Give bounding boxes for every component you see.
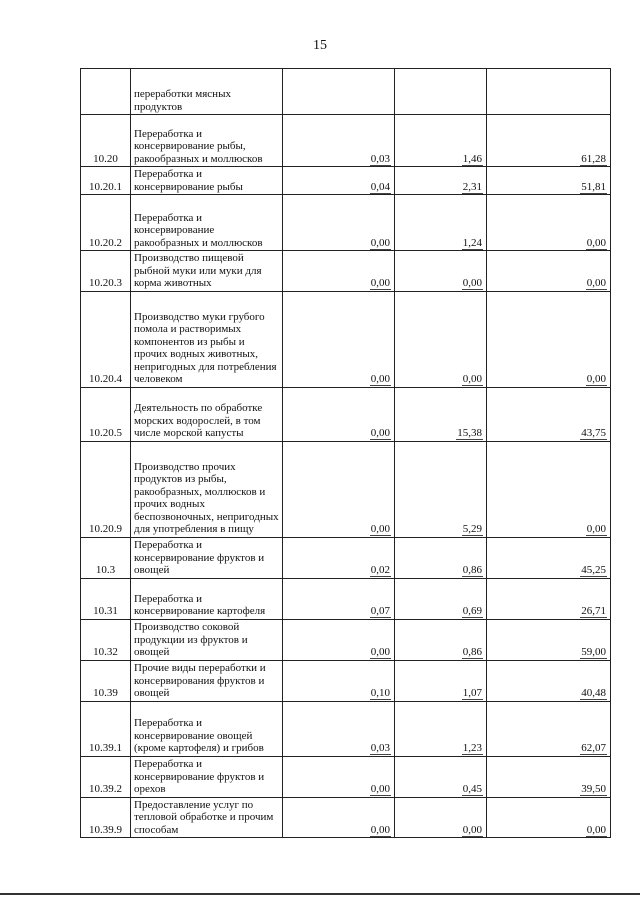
table-row — [81, 701, 611, 756]
row-value-3-text — [605, 101, 607, 113]
row-value-3 — [487, 251, 611, 292]
row-value-1 — [283, 578, 395, 619]
table-row — [81, 441, 611, 537]
row-name: Производство муки грубого помола и растворимых компонентов из рыбы и прочих водных животных, непригодных для потребления человеком — [131, 291, 283, 387]
row-value-2-text: 1,07 — [462, 687, 482, 699]
row-name: Прочие виды переработки и консервирования фруктов и овощей — [131, 660, 283, 701]
row-value-3 — [487, 291, 611, 387]
row-name: Переработка и консервирование фруктов и орехов — [131, 756, 283, 797]
table-row — [81, 387, 611, 441]
row-name: переработки мясных продуктов — [131, 69, 283, 115]
row-value-3-text: 0,00 — [586, 523, 606, 535]
table-row — [81, 251, 611, 292]
row-value-2-text: 2,31 — [462, 180, 482, 193]
row-value-3 — [487, 537, 611, 578]
row-value-3-text: 45,25 — [581, 564, 606, 576]
row-value-2-text: 0,86 — [462, 646, 482, 658]
row-value-1-text — [389, 101, 391, 113]
row-value-3-text: 59,00 — [581, 646, 606, 658]
row-value-1 — [283, 619, 395, 660]
row-value-1-text: 0,00 — [370, 646, 390, 658]
row-code: 10.20.4 — [81, 291, 131, 387]
row-value-2 — [395, 441, 487, 537]
row-value-3 — [487, 756, 611, 797]
row-value-2-text: 1,23 — [462, 742, 482, 754]
row-value-1-text: 0,10 — [370, 687, 390, 699]
row-value-1 — [283, 441, 395, 537]
row-value-3-text: 26,71 — [581, 605, 606, 617]
table-row — [81, 69, 611, 115]
row-code — [81, 69, 131, 115]
row-value-1 — [283, 387, 395, 441]
table-row — [81, 115, 611, 167]
row-name: Переработка и консервирование фруктов и овощей — [131, 537, 283, 578]
table-row — [81, 195, 611, 251]
row-value-3 — [487, 441, 611, 537]
row-value-2-text: 0,00 — [462, 373, 482, 385]
row-value-3-text: 51,81 — [581, 180, 606, 193]
row-value-1 — [283, 251, 395, 292]
row-value-1-text: 0,07 — [370, 605, 390, 617]
row-value-2 — [395, 387, 487, 441]
row-code: 10.32 — [81, 619, 131, 660]
row-name: Предоставление услуг по тепловой обработке и прочим способам — [131, 797, 283, 838]
row-name: Переработка и консервирование картофеля — [131, 578, 283, 619]
row-value-2-text: 0,45 — [462, 783, 482, 795]
row-value-2 — [395, 701, 487, 756]
row-code: 10.39.2 — [81, 756, 131, 797]
row-value-3 — [487, 619, 611, 660]
row-value-3 — [487, 69, 611, 115]
row-value-3 — [487, 167, 611, 195]
row-code: 10.20 — [81, 115, 131, 167]
row-value-1 — [283, 660, 395, 701]
row-value-1 — [283, 701, 395, 756]
scan-bottom-edge — [0, 893, 640, 895]
row-name: Производство прочих продуктов из рыбы, ракообразных, моллюсков и прочих водных беспозвоночных, непригодных для употребления в пищу — [131, 441, 283, 537]
table-row — [81, 291, 611, 387]
row-value-3-text: 0,00 — [586, 236, 606, 249]
row-code: 10.39.1 — [81, 701, 131, 756]
row-value-2 — [395, 660, 487, 701]
page-number: 15 — [313, 38, 327, 53]
row-name: Переработка и консервирование рыбы — [131, 167, 283, 195]
row-name: Производство пищевой рыбной муки или муки для корма животных — [131, 251, 283, 292]
row-value-3-text: 0,00 — [586, 823, 606, 836]
row-value-2 — [395, 69, 487, 115]
row-code: 10.20.1 — [81, 167, 131, 195]
row-value-2 — [395, 619, 487, 660]
row-code: 10.20.2 — [81, 195, 131, 251]
row-value-2-text: 5,29 — [462, 523, 482, 535]
row-code: 10.39 — [81, 660, 131, 701]
row-value-2-text: 15,38 — [457, 427, 482, 439]
row-code: 10.20.5 — [81, 387, 131, 441]
okved-table — [80, 68, 611, 838]
row-value-2-text — [481, 101, 483, 113]
row-value-2-text: 0,69 — [462, 605, 482, 617]
row-value-3-text: 0,00 — [586, 373, 606, 385]
row-value-3-text: 62,07 — [581, 742, 606, 754]
row-value-2 — [395, 251, 487, 292]
row-value-1 — [283, 115, 395, 167]
row-value-2 — [395, 797, 487, 838]
row-code: 10.3 — [81, 537, 131, 578]
table-body — [81, 69, 611, 838]
row-value-1-text: 0,04 — [370, 180, 390, 193]
row-value-2-text: 1,46 — [462, 152, 482, 165]
row-value-2-text: 0,00 — [462, 823, 482, 836]
row-value-3 — [487, 195, 611, 251]
row-value-2 — [395, 578, 487, 619]
row-value-3-text: 39,50 — [581, 783, 606, 795]
row-value-1 — [283, 797, 395, 838]
row-value-2 — [395, 167, 487, 195]
row-value-2 — [395, 756, 487, 797]
row-value-1-text: 0,00 — [370, 236, 390, 249]
row-value-1 — [283, 291, 395, 387]
row-value-1 — [283, 756, 395, 797]
row-value-1 — [283, 69, 395, 115]
row-value-1-text: 0,03 — [370, 152, 390, 165]
row-value-1-text: 0,02 — [370, 564, 390, 576]
row-value-2 — [395, 537, 487, 578]
table-row — [81, 619, 611, 660]
row-value-2-text: 0,00 — [462, 277, 482, 289]
row-value-1 — [283, 195, 395, 251]
row-value-2 — [395, 195, 487, 251]
row-name: Переработка и консервирование рыбы, ракообразных и моллюсков — [131, 115, 283, 167]
row-value-3 — [487, 797, 611, 838]
row-value-3-text: 43,75 — [581, 427, 606, 439]
row-value-2 — [395, 115, 487, 167]
row-value-2 — [395, 291, 487, 387]
row-value-2-text: 1,24 — [462, 236, 482, 249]
row-value-3 — [487, 701, 611, 756]
row-value-2-text: 0,86 — [462, 564, 482, 576]
row-value-1 — [283, 167, 395, 195]
row-value-1-text: 0,00 — [370, 523, 390, 535]
row-code: 10.20.3 — [81, 251, 131, 292]
table-row — [81, 167, 611, 195]
row-code: 10.20.9 — [81, 441, 131, 537]
row-value-3-text: 61,28 — [581, 152, 606, 165]
row-value-1-text: 0,00 — [370, 277, 390, 289]
table-row — [81, 578, 611, 619]
row-code: 10.31 — [81, 578, 131, 619]
table-row — [81, 797, 611, 838]
row-value-3 — [487, 387, 611, 441]
row-name: Производство соковой продукции из фруктов и овощей — [131, 619, 283, 660]
row-value-1-text: 0,03 — [370, 742, 390, 754]
row-value-1-text: 0,00 — [370, 427, 390, 439]
row-value-3-text: 0,00 — [586, 277, 606, 289]
row-value-3-text: 40,48 — [581, 687, 606, 699]
row-value-1-text: 0,00 — [370, 373, 390, 385]
row-name: Переработка и консервирование овощей (кроме картофеля) и грибов — [131, 701, 283, 756]
row-value-1-text: 0,00 — [370, 823, 390, 836]
row-value-3 — [487, 578, 611, 619]
table-row — [81, 660, 611, 701]
row-value-1-text: 0,00 — [370, 783, 390, 795]
row-value-1 — [283, 537, 395, 578]
row-value-3 — [487, 115, 611, 167]
row-name: Переработка и консервирование ракообразных и моллюсков — [131, 195, 283, 251]
table-row — [81, 756, 611, 797]
row-value-3 — [487, 660, 611, 701]
table-row — [81, 537, 611, 578]
row-code: 10.39.9 — [81, 797, 131, 838]
row-name: Деятельность по обработке морских водорослей, в том числе морской капусты — [131, 387, 283, 441]
